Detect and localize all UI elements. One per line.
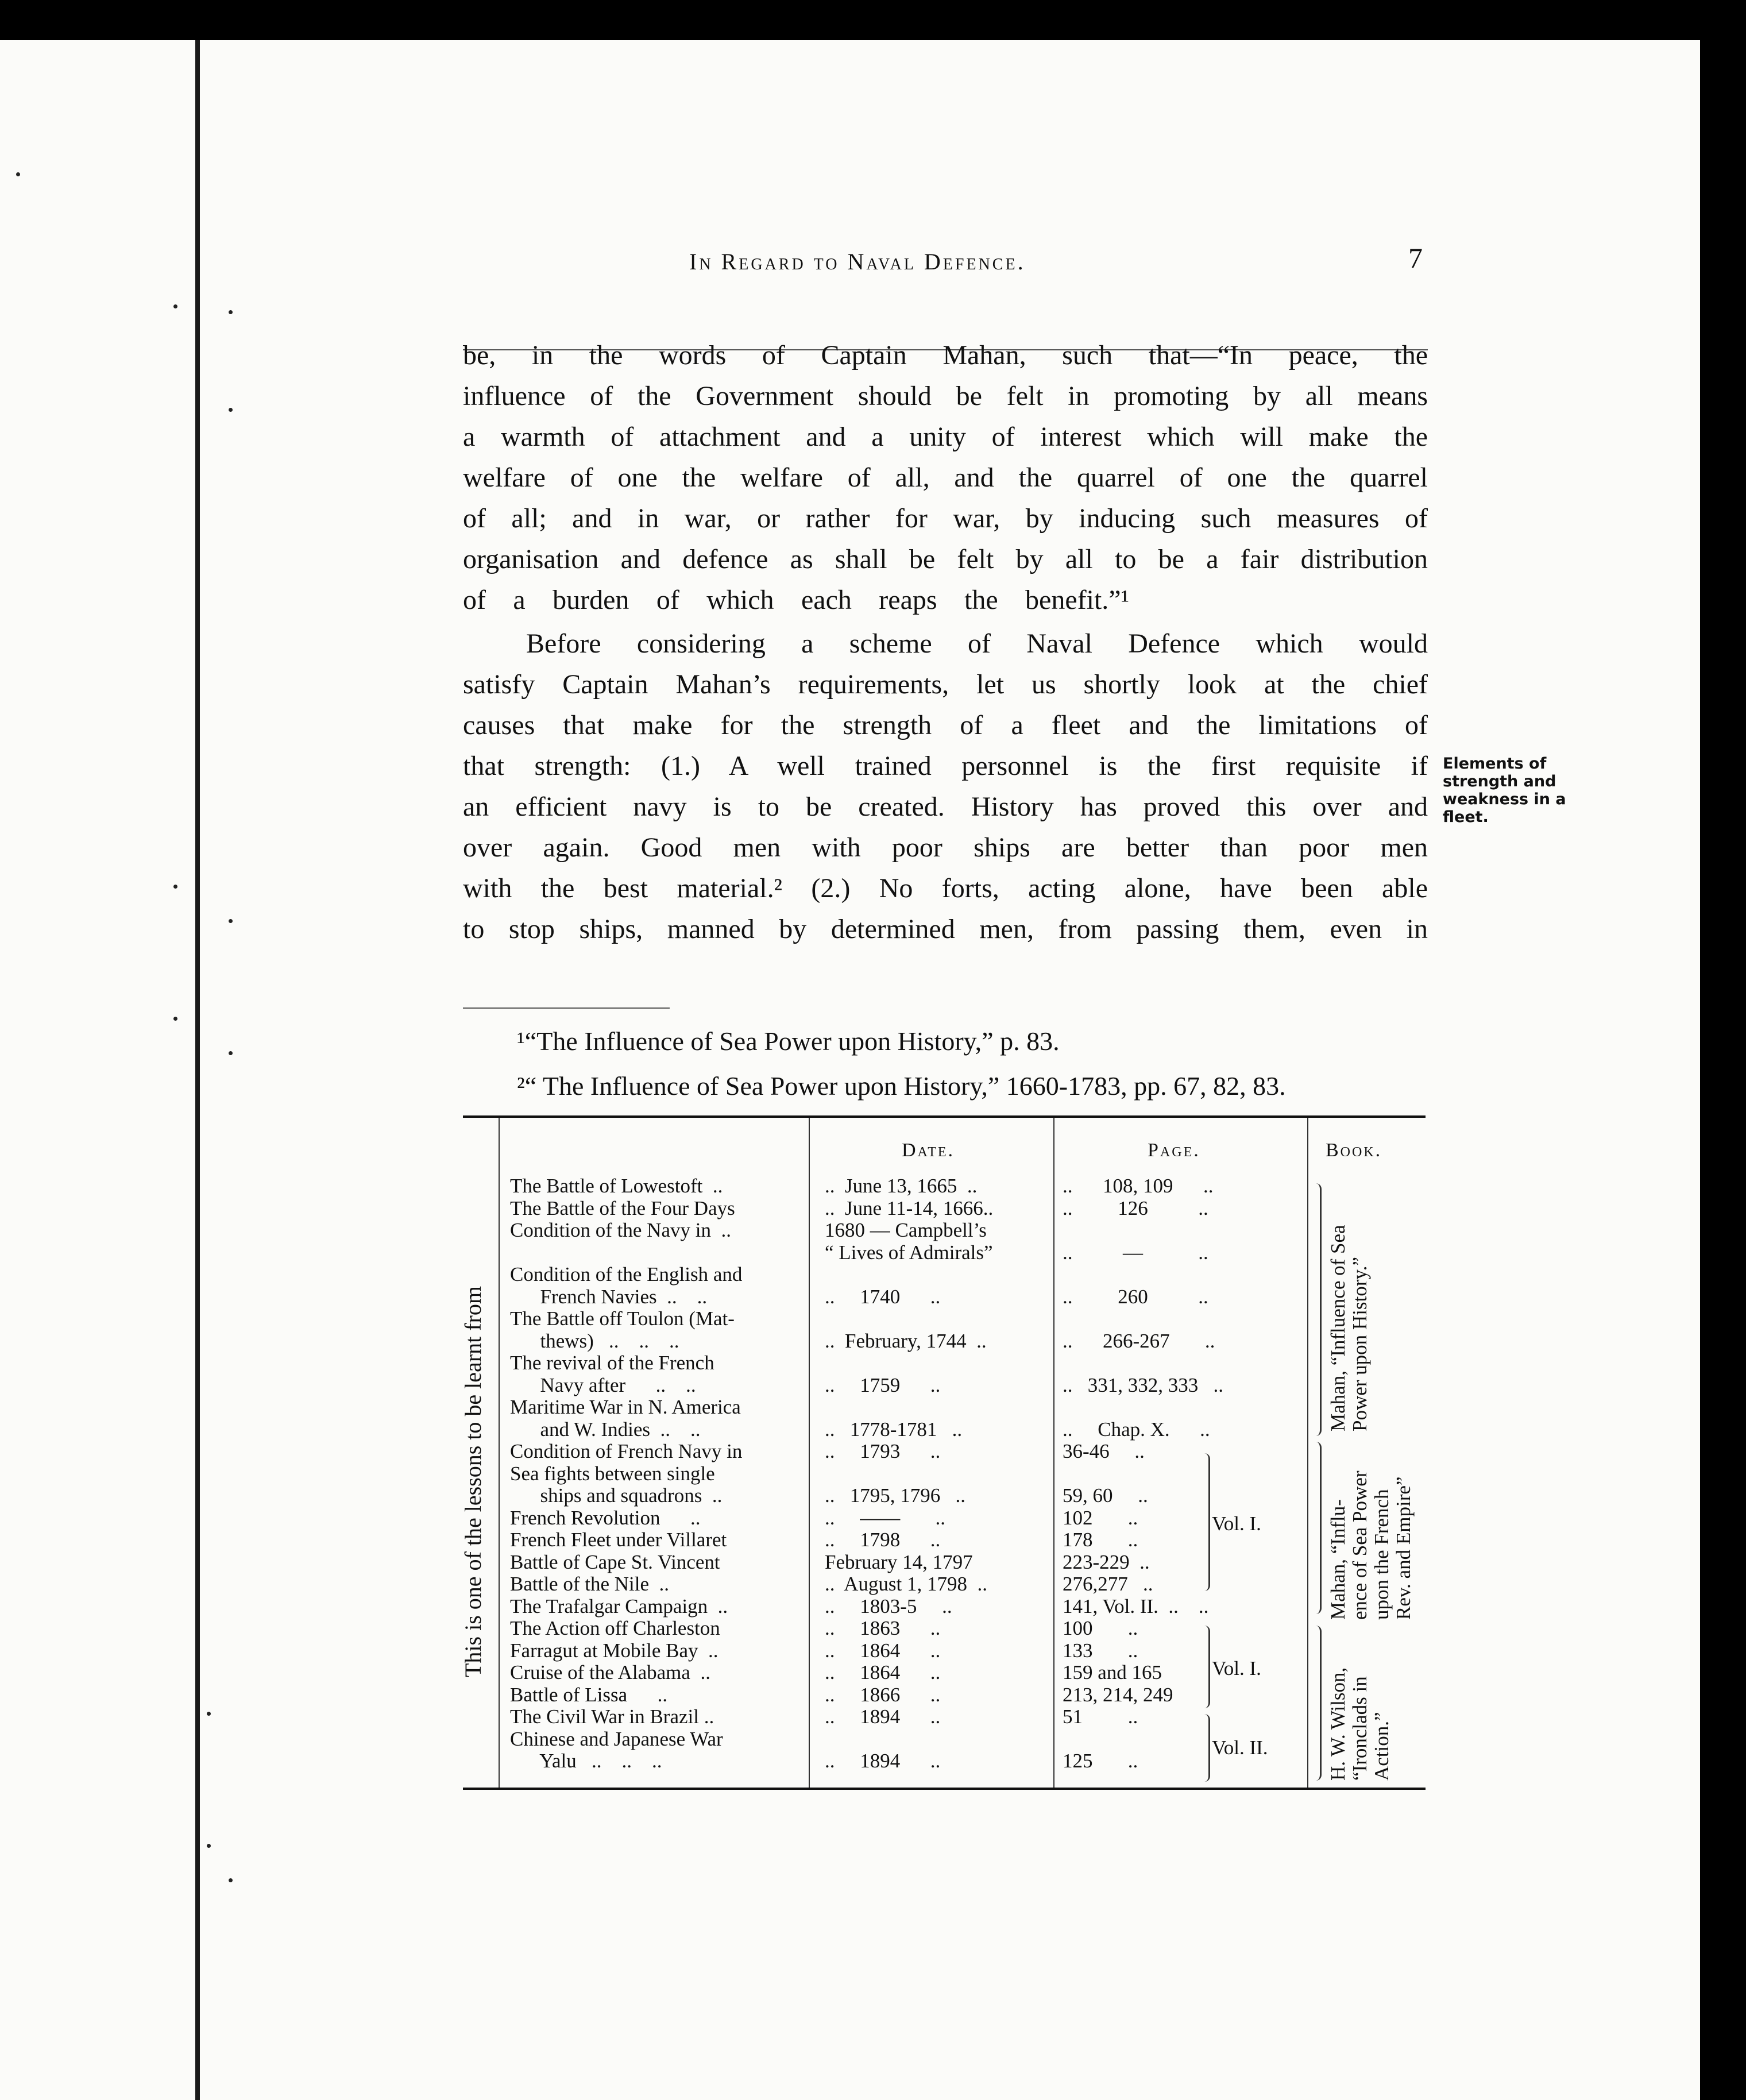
margin-sidenote: Elements of strength and weakness in a fleet.	[1443, 755, 1566, 826]
table-cell-subject: French Fleet under Villaret	[510, 1528, 727, 1551]
margin-dot	[16, 172, 20, 176]
table-cell-subject: Condition of the Navy in ..	[510, 1219, 731, 1241]
table-cell-page: 36-46 ..	[1063, 1440, 1145, 1462]
table-cell-subject: Battle of the Nile ..	[510, 1573, 670, 1595]
table-cell-subject: thews) .. .. ..	[510, 1329, 679, 1352]
table-cell-subject: Maritime War in N. America	[510, 1396, 741, 1418]
book-reference: Rev. and Empire”	[1392, 1476, 1415, 1620]
table-cell-subject: Condition of the English and	[510, 1263, 743, 1286]
book-reference: “Ironclads in	[1349, 1676, 1371, 1781]
margin-dot	[229, 408, 233, 412]
table-cell-page: 102 ..	[1063, 1506, 1138, 1529]
table-cell-page: 159 and 165	[1063, 1661, 1162, 1684]
table-cell-page: 141, Vol. II. .. ..	[1063, 1595, 1209, 1618]
book-reference: ence of Sea Power	[1349, 1470, 1371, 1620]
table-bottom-rule	[463, 1788, 1426, 1790]
table-column-rule	[809, 1118, 810, 1788]
book-reference: Action.”	[1370, 1712, 1393, 1781]
table-cell-date: .. 1863 ..	[825, 1617, 941, 1639]
table-side-label: This is one of the lessons to be learnt from	[460, 1286, 486, 1677]
running-head: In Regard to Naval Defence.	[689, 249, 1026, 275]
table-cell-date: .. June 11-14, 1666..	[825, 1196, 994, 1219]
binding-edge-rule	[195, 40, 200, 2100]
table-cell-date: .. 1740 ..	[825, 1285, 941, 1308]
volume-label: Vol. I.	[1212, 1512, 1261, 1535]
table-cell-subject: The Trafalgar Campaign ..	[510, 1595, 728, 1618]
table-cell-subject: The revival of the French	[510, 1352, 714, 1374]
table-cell-subject: Cruise of the Alabama ..	[510, 1661, 710, 1684]
table-cell-date: .. 1866 ..	[825, 1683, 941, 1706]
table-cell-subject: Navy after .. ..	[510, 1373, 696, 1396]
scanned-page	[0, 40, 1700, 2100]
scan-border	[1700, 0, 1746, 2100]
table-cell-date: .. 1803-5 ..	[825, 1595, 952, 1618]
table-cell-subject: The Civil War in Brazil ..	[510, 1705, 714, 1728]
table-cell-subject: ships and squadrons ..	[510, 1484, 723, 1507]
column-header-date: Date.	[902, 1140, 955, 1161]
table-cell-subject: Battle of Lissa ..	[510, 1683, 668, 1706]
footnote: ¹“The Influence of Sea Power upon History,” p. 83.	[517, 1026, 1060, 1056]
table-cell-page: .. 260 ..	[1063, 1285, 1208, 1308]
table-cell-subject: and W. Indies .. ..	[510, 1418, 701, 1441]
table-cell-subject: The Battle of the Four Days	[510, 1196, 735, 1219]
table-cell-date: February 14, 1797	[825, 1550, 973, 1573]
table-cell-subject: Chinese and Japanese War	[510, 1727, 723, 1750]
table-cell-page: 213, 214, 249	[1063, 1683, 1173, 1706]
table-cell-page: .. 126 ..	[1063, 1196, 1208, 1219]
footnote: ²“ The Influence of Sea Power upon History,” 1660-1783, pp. 67, 82, 83.	[517, 1071, 1286, 1101]
table-cell-date: .. June 13, 1665 ..	[825, 1175, 978, 1197]
body-line: satisfy Captain Mahan’s requirements, let us shortly look at the chief	[463, 669, 1428, 700]
table-top-rule	[463, 1115, 1426, 1118]
table-column-rule	[499, 1118, 500, 1788]
margin-dot	[207, 1844, 211, 1848]
book-reference: upon the French	[1370, 1489, 1393, 1620]
column-header-page: Page.	[1148, 1140, 1200, 1161]
table-cell-subject: French Navies .. ..	[510, 1285, 708, 1308]
book-reference: H. W. Wilson,	[1327, 1667, 1349, 1781]
table-cell-date: .. 1894 ..	[825, 1705, 941, 1728]
margin-dot	[229, 919, 233, 923]
table-cell-subject: The Battle of Lowestoft ..	[510, 1175, 723, 1197]
book-reference: Power upon History.”	[1349, 1257, 1371, 1431]
table-cell-date: 1680 — Campbell’s	[825, 1219, 987, 1241]
table-cell-date: .. 1778-1781 ..	[825, 1418, 963, 1441]
table-cell-page: 133 ..	[1063, 1639, 1138, 1662]
book-reference: Mahan, “Influence of Sea	[1327, 1225, 1349, 1431]
table-cell-subject: French Revolution ..	[510, 1506, 701, 1529]
margin-dot	[229, 310, 233, 314]
table-cell-page: 125 ..	[1063, 1750, 1138, 1772]
column-header-book: Book.	[1326, 1140, 1382, 1161]
table-cell-date: .. 1864 ..	[825, 1639, 941, 1662]
table-cell-subject: Condition of French Navy in	[510, 1440, 743, 1462]
table-cell-subject: Farragut at Mobile Bay ..	[510, 1639, 719, 1662]
footnote-rule	[463, 1007, 670, 1009]
table-cell-date: .. 1795, 1796 ..	[825, 1484, 965, 1507]
table-cell-date: “ Lives of Admirals”	[825, 1241, 993, 1264]
table-cell-date: .. 1864 ..	[825, 1661, 941, 1684]
table-cell-date: .. 1759 ..	[825, 1373, 941, 1396]
table-cell-subject: Yalu .. .. ..	[510, 1750, 662, 1772]
volume-label: Vol. I.	[1212, 1657, 1261, 1680]
body-line: over again. Good men with poor ships are better than poor men	[463, 832, 1428, 863]
table-cell-page: 178 ..	[1063, 1528, 1138, 1551]
body-line: that strength: (1.) A well trained personnel is the first requisite if	[463, 751, 1428, 781]
body-line: influence of the Government should be felt in promoting by all means	[463, 381, 1428, 411]
body-line: of a burden of which each reaps the benefit.”¹	[463, 585, 1129, 615]
margin-dot	[229, 1878, 233, 1882]
brace	[1312, 1626, 1322, 1781]
table-cell-page: .. — ..	[1063, 1241, 1208, 1264]
table-cell-date: .. 1798 ..	[825, 1528, 941, 1551]
table-cell-date: .. 1793 ..	[825, 1440, 941, 1462]
table-cell-page: .. Chap. X. ..	[1063, 1418, 1210, 1441]
brace	[1200, 1714, 1210, 1782]
table-cell-page: 276,277 ..	[1063, 1573, 1153, 1595]
body-line: be, in the words of Captain Mahan, such that—“In peace, the	[463, 340, 1428, 370]
body-line: organisation and defence as shall be felt by all to be a fair distribution	[463, 544, 1428, 574]
brace	[1312, 1442, 1322, 1614]
margin-dot	[229, 1051, 233, 1055]
brace	[1200, 1626, 1210, 1708]
table-column-rule	[1307, 1118, 1308, 1788]
table-cell-date: .. 1894 ..	[825, 1750, 941, 1772]
brace	[1312, 1183, 1322, 1436]
table-cell-page: 51 ..	[1063, 1705, 1138, 1728]
book-reference: Mahan, “Influ-	[1327, 1499, 1349, 1620]
table-cell-date: .. August 1, 1798 ..	[825, 1573, 987, 1595]
body-line: a warmth of attachment and a unity of interest which will make the	[463, 422, 1428, 452]
table-cell-page: .. 331, 332, 333 ..	[1063, 1373, 1223, 1396]
margin-dot	[173, 304, 177, 308]
table-cell-page: 59, 60 ..	[1063, 1484, 1148, 1507]
margin-dot	[173, 1017, 177, 1021]
table-cell-subject: Sea fights between single	[510, 1462, 715, 1485]
body-line: causes that make for the strength of a fleet and the limitations of	[463, 710, 1428, 740]
body-line: Before considering a scheme of Naval Defence which would	[526, 628, 1428, 659]
table-cell-subject: The Action off Charleston	[510, 1617, 720, 1639]
table-cell-subject: Battle of Cape St. Vincent	[510, 1550, 720, 1573]
body-line: of all; and in war, or rather for war, by inducing such measures of	[463, 503, 1428, 534]
table-cell-page: 100 ..	[1063, 1617, 1138, 1639]
brace	[1200, 1453, 1210, 1591]
body-line: welfare of one the welfare of all, and the quarrel of one the quarrel	[463, 462, 1428, 493]
volume-label: Vol. II.	[1212, 1736, 1268, 1759]
table-cell-page: 223-229 ..	[1063, 1550, 1150, 1573]
table-cell-subject: The Battle off Toulon (Mat-	[510, 1307, 735, 1330]
margin-dot	[173, 885, 177, 889]
table-cell-date: .. —— ..	[825, 1506, 945, 1529]
table-cell-page: .. 108, 109 ..	[1063, 1175, 1214, 1197]
body-line: to stop ships, manned by determined men, from passing them, even in	[463, 914, 1428, 944]
table-cell-page: .. 266-267 ..	[1063, 1329, 1215, 1352]
table-cell-date: .. February, 1744 ..	[825, 1329, 987, 1352]
table-column-rule	[1053, 1118, 1054, 1788]
page-number: 7	[1408, 242, 1423, 274]
body-line: an efficient navy is to be created. History has proved this over and	[463, 792, 1428, 822]
body-line: with the best material.² (2.) No forts, acting alone, have been able	[463, 873, 1428, 904]
margin-dot	[207, 1712, 211, 1716]
